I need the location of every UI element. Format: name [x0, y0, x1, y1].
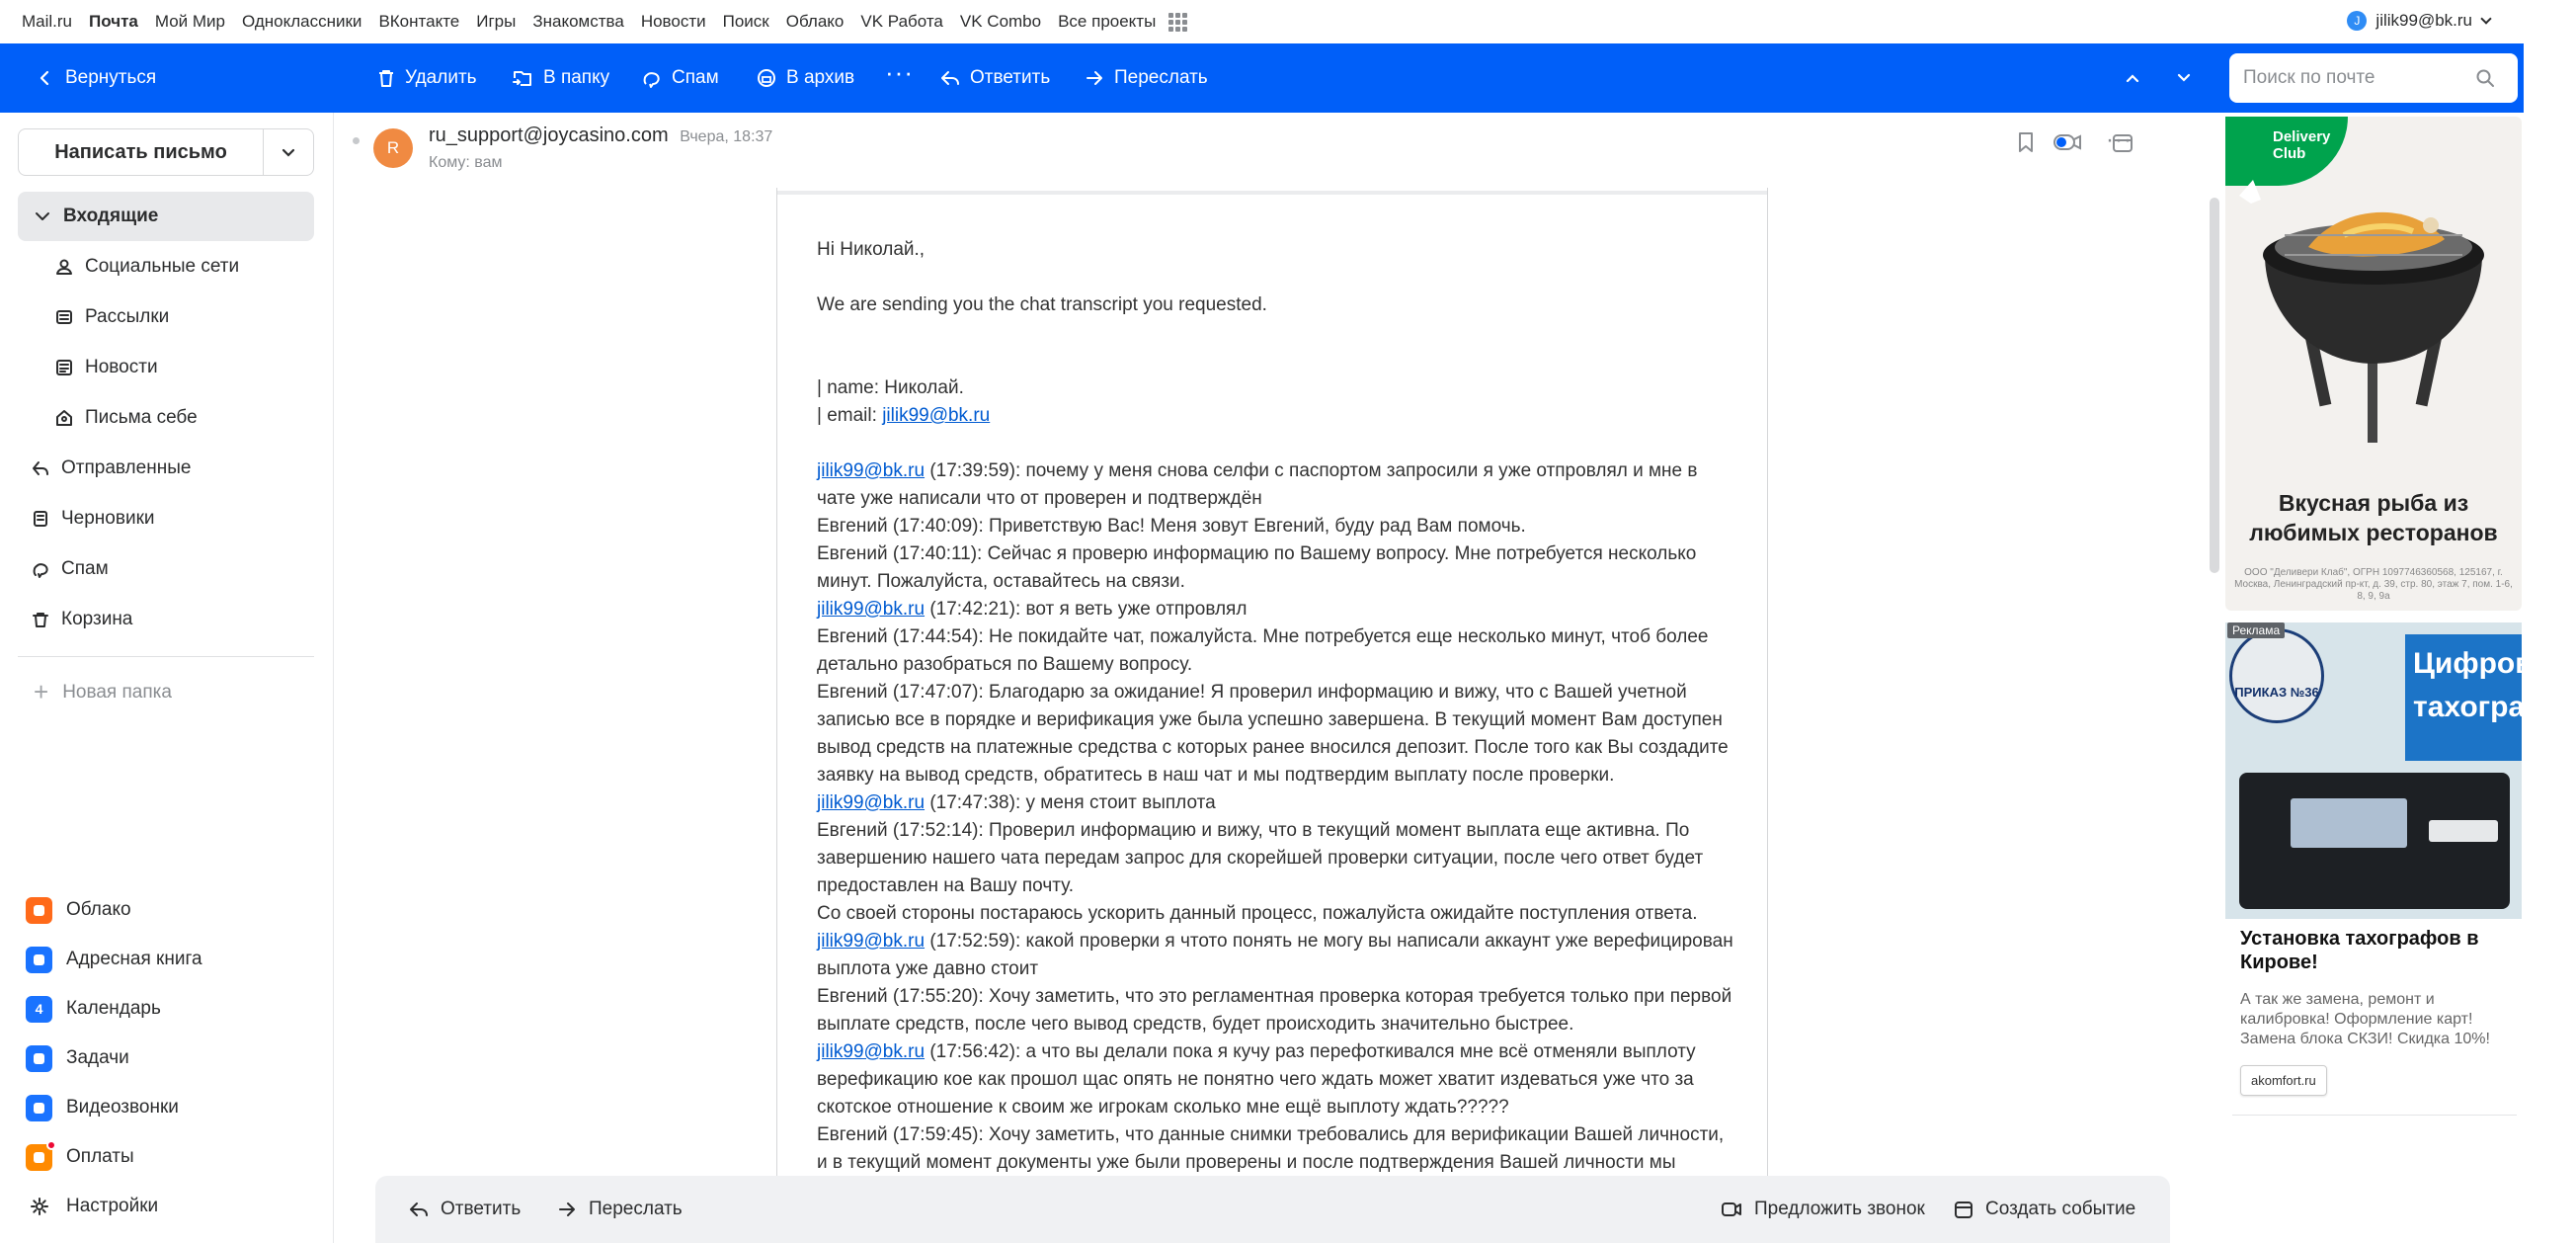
- reply-button[interactable]: Ответить: [940, 43, 1050, 113]
- app-link-4[interactable]: [26, 1088, 179, 1127]
- forward-icon: [557, 1200, 577, 1219]
- compose-button[interactable]: Написать письмо: [19, 129, 264, 175]
- sender-line: [429, 124, 772, 147]
- email-link[interactable]: jilik99@bk.ru: [882, 405, 991, 426]
- move-to-folder-button[interactable]: В папку: [512, 43, 609, 113]
- transcript-line: Евгений (17:40:09): Приветствую Вас! Меня зовут Евгений, буду рад Вам помочь.: [817, 516, 1526, 537]
- recipient-line: Кому: вам: [429, 154, 503, 171]
- payments-icon: [26, 1144, 52, 1171]
- nav-link-11[interactable]: VK Combo: [959, 12, 1042, 31]
- app-link-2[interactable]: [26, 989, 161, 1029]
- folder-item-4[interactable]: [18, 393, 314, 443]
- notification-dot: [46, 1140, 56, 1150]
- next-message-button[interactable]: [2175, 43, 2203, 113]
- more-actions-button[interactable]: ···: [885, 56, 914, 87]
- ad-divider: [2232, 1115, 2517, 1116]
- arrow-left-icon: [36, 68, 55, 88]
- folder-label: Спам: [61, 558, 109, 579]
- bottom-forward-button[interactable]: Переслать: [557, 1176, 683, 1243]
- ad-headline: Вкусная рыба из любимых ресторанов: [2249, 490, 2498, 545]
- scrollbar-thumb[interactable]: [2210, 198, 2219, 573]
- app-label: Оплаты: [66, 1146, 134, 1167]
- email-link[interactable]: jilik99@bk.ru: [817, 460, 926, 481]
- ad-banner-text: Цифровые тахографы: [2405, 634, 2522, 761]
- cloud-icon: [26, 897, 52, 924]
- email-link[interactable]: jilik99@bk.ru: [817, 599, 926, 620]
- compose-group: [18, 128, 314, 176]
- user-menu[interactable]: [2347, 11, 2490, 31]
- email-line: | email: jilik99@bk.ru: [817, 405, 991, 426]
- transcript-line: Со своей стороны постараюсь ускорить данный процесс, пожалуйста ожидайте поступления ответа.: [817, 903, 1698, 924]
- intro-paragraph: We are sending you the chat transcript you requested.: [817, 294, 1267, 315]
- transcript-line: Евгений (17:59:45): Хочу заметить, что данные снимки требовались для верификации Вашей личности, и в текущий момент документы уже были проверены и после подтверждения Вашей личности мы: [817, 1124, 1725, 1173]
- app-label: Настройки: [66, 1196, 159, 1216]
- create-event-button[interactable]: Создать событие: [1954, 1176, 2135, 1243]
- message-date: Вчера, 18:37: [680, 128, 773, 145]
- tachograph-device: [2239, 773, 2510, 909]
- folder-label: Черновики: [61, 508, 155, 529]
- folder-item-0[interactable]: [18, 192, 314, 241]
- plus-icon: +: [34, 677, 49, 706]
- sidebar-divider: [18, 656, 314, 657]
- nav-link-9[interactable]: Облако: [785, 12, 845, 31]
- nav-link-5[interactable]: Игры: [476, 12, 517, 31]
- sent-icon: [32, 459, 49, 477]
- nav-link-4[interactable]: ВКонтакте: [378, 12, 460, 31]
- app-link-3[interactable]: [26, 1038, 129, 1078]
- video-call-icon: [1721, 1200, 1742, 1219]
- newsletter-icon: [55, 308, 73, 326]
- nav-link-0[interactable]: Mail.ru: [22, 12, 73, 31]
- transcript-line: jilik99@bk.ru (17:39:59): почему у меня снова селфи с паспортом запросили я уже отпровлял и мне в чате уже написали что от проверен и подтверждён: [817, 460, 1698, 509]
- search-icon[interactable]: [2475, 68, 2495, 88]
- forward-button[interactable]: Переслать: [1085, 43, 1208, 113]
- folder-move-icon: [512, 68, 533, 88]
- message-toolbar: [0, 43, 2524, 113]
- folder-label: Корзина: [61, 609, 133, 629]
- folder-label: Входящие: [63, 206, 159, 226]
- ad-title: Установка тахографов в Кирове!: [2240, 928, 2479, 973]
- folder-label: Отправленные: [61, 457, 192, 478]
- self-icon: [55, 409, 73, 427]
- search-input[interactable]: [2243, 67, 2475, 89]
- archive-icon: [757, 68, 776, 88]
- ad-label: Реклама: [2227, 622, 2285, 638]
- compose-options-button[interactable]: [264, 129, 313, 175]
- tachograph-ad-text[interactable]: [2240, 927, 2517, 1096]
- previous-message-button[interactable]: [2124, 43, 2151, 113]
- news-icon: [55, 359, 73, 376]
- nav-link-1[interactable]: Почта: [89, 12, 138, 31]
- app-label: Календарь: [66, 998, 161, 1019]
- bottom-reply-button[interactable]: Ответить: [409, 1176, 521, 1243]
- ad-domain-button[interactable]: akomfort.ru: [2240, 1065, 2327, 1096]
- email-link[interactable]: jilik99@bk.ru: [817, 792, 926, 813]
- folder-item-2[interactable]: [18, 292, 314, 342]
- spam-button[interactable]: Спам: [642, 43, 719, 113]
- calendar-icon: 4: [26, 996, 52, 1023]
- delivery-club-ad[interactable]: [2225, 117, 2522, 611]
- folder-item-8[interactable]: [18, 595, 314, 644]
- bottom-action-bar: [375, 1176, 2170, 1243]
- folder-label: Рассылки: [85, 306, 170, 327]
- grill-illustration: [2225, 117, 2522, 482]
- spam-icon: [642, 68, 662, 88]
- drafts-icon: [32, 510, 49, 528]
- tasks-icon: [26, 1045, 52, 1072]
- nav-link-12[interactable]: Все проекты: [1058, 12, 1157, 31]
- video-icon: [26, 1095, 52, 1121]
- folder-item-1[interactable]: [18, 242, 314, 291]
- app-label: Облако: [66, 899, 131, 920]
- folder-label: Новости: [85, 357, 158, 377]
- user-email: jilik99@bk.ru: [2375, 11, 2472, 30]
- app-link-0[interactable]: [26, 890, 131, 930]
- transcript-line: jilik99@bk.ru (17:42:21): вот я веть уже отпровлял: [817, 599, 1248, 620]
- nav-link-7[interactable]: Новости: [640, 12, 706, 31]
- tachograph-ad-image[interactable]: [2225, 622, 2576, 919]
- sender-address[interactable]: ru_support@joycasino.com: [429, 124, 669, 146]
- calendar-icon: [1954, 1200, 1973, 1219]
- archive-button[interactable]: В архив: [757, 43, 854, 113]
- greeting: Hi Николай.,: [817, 239, 926, 260]
- portal-links: [0, 12, 1187, 32]
- delete-button[interactable]: Удалить: [377, 43, 477, 113]
- read-status-dot[interactable]: [353, 137, 360, 144]
- app-link-6[interactable]: [26, 1187, 158, 1226]
- app-link-1[interactable]: [26, 940, 202, 979]
- nav-link-3[interactable]: Одноклассники: [242, 12, 362, 31]
- message-body: [776, 188, 1768, 1243]
- suggest-call-button[interactable]: Предложить звонок: [1721, 1176, 1925, 1243]
- nav-link-6[interactable]: Знакомства: [532, 12, 624, 31]
- message-text: [817, 236, 1735, 1204]
- user-avatar: J: [2347, 11, 2367, 31]
- nav-link-10[interactable]: VK Работа: [860, 12, 943, 31]
- all-projects-grid-icon[interactable]: [1168, 13, 1187, 32]
- ad-legal-text: ООО "Деливери Клаб", ОГРН 1097746360568, 125167, г. Москва, Ленинградский пр-кт, д. 39, стр. 80, этаж 7, пом. 1-6, 8, 9, 9а: [2234, 567, 2513, 602]
- folder-item-7[interactable]: [18, 544, 314, 594]
- transcript-line: jilik99@bk.ru (17:56:42): а что вы делали пока я кучу раз перефоткивался мне всё отменяли выплоту верефикацию кое как прошол щас опять не понятно чего ждать может хватит издеваться уже что за скотское отношение к своим же игрокам сколько мне ещё выплоту ждать?????: [817, 1041, 1696, 1118]
- trash-icon: [32, 611, 49, 628]
- bookmark-icon[interactable]: [2017, 131, 2035, 153]
- transcript-line: jilik99@bk.ru (17:47:38): у меня стоит выплота: [817, 792, 1216, 813]
- folder-label: Письма себе: [85, 407, 198, 428]
- trash-icon: [377, 68, 395, 88]
- translate-toggle-icon[interactable]: [2053, 131, 2082, 153]
- folder-label: Социальные сети: [85, 256, 240, 277]
- nav-link-2[interactable]: Мой Мир: [154, 12, 225, 31]
- folder-item-3[interactable]: [18, 343, 314, 392]
- chevron-down-icon: [34, 207, 51, 225]
- app-link-5[interactable]: [26, 1137, 134, 1177]
- more-options-icon[interactable]: ···: [2106, 126, 2133, 153]
- gear-icon: [26, 1194, 52, 1220]
- order-seal: ПРИКАЗ №36: [2229, 628, 2324, 723]
- app-label: Адресная книга: [66, 949, 202, 969]
- folder-item-6[interactable]: [18, 494, 314, 543]
- transcript-line: Евгений (17:40:11): Сейчас я проверю информацию по Вашему вопросу. Мне потребуется несколько минут. Пожалуйста, оставайтесь на связи.: [817, 543, 1697, 592]
- social-icon: [55, 258, 73, 276]
- contacts-icon: [26, 947, 52, 973]
- spam-icon: [32, 560, 49, 578]
- reply-icon: [409, 1200, 429, 1219]
- chevron-down-icon: [2175, 69, 2193, 87]
- chat-transcript: [817, 457, 1735, 1204]
- reply-icon: [940, 68, 960, 88]
- transcript-line: jilik99@bk.ru (17:52:59): какой проверки я чтото понять не могу вы написали аккаунт уже верефицирован выплота уже давно стоит: [817, 931, 1733, 979]
- chevron-down-icon: [281, 144, 296, 160]
- transcript-line: Евгений (17:55:20): Хочу заметить, что это регламентная проверка которая требуется только при первой выплате средств, после чего вывод средств, будет происходить значительно быстрее.: [817, 986, 1732, 1035]
- sidebar: [0, 113, 334, 1243]
- folder-item-5[interactable]: [18, 444, 314, 493]
- top-navigation: [0, 0, 2524, 43]
- delivery-club-logo: Delivery Club: [2225, 117, 2348, 186]
- nav-link-8[interactable]: Поиск: [722, 12, 769, 31]
- email-link[interactable]: jilik99@bk.ru: [817, 931, 926, 952]
- message-header: [334, 113, 2225, 192]
- chevron-down-icon: [2480, 13, 2491, 24]
- app-label: Задачи: [66, 1047, 129, 1068]
- email-link[interactable]: jilik99@bk.ru: [817, 1041, 926, 1062]
- sender-avatar: R: [373, 128, 413, 168]
- back-button[interactable]: Вернуться: [36, 43, 156, 113]
- ad-description: А так же замена, ремонт и калибровка! Оформление карт! Замена блока СКЗИ! Скидка 10%!: [2240, 991, 2490, 1047]
- mail-search[interactable]: [2229, 53, 2518, 103]
- transcript-line: Евгений (17:52:14): Проверил информацию и вижу, что в текущий момент выплата еще активна. По завершению нашего чата передам запрос для скорейшей проверки ситуации, после чего ответ будет предоставлен на Вашу почту.: [817, 820, 1704, 896]
- app-label: Видеозвонки: [66, 1097, 179, 1118]
- transcript-line: Евгений (17:44:54): Не покидайте чат, пожалуйста. Мне потребуется еще несколько минут, чтоб более детально разобраться по Вашему вопросу.: [817, 626, 1709, 675]
- transcript-line: Евгений (17:47:07): Благодарю за ожидание! Я проверил информацию и вижу, что с Вашей учетной записью все в порядке и верификация уже была успешно завершена. В текущий момент Вам доступен вывод средств на платежные средства с которых ранее вносился депозит. После того как Вы создадите заявку на вывод средств, обратитесь в наш чат и мы подтвердим выплату после проверки.: [817, 682, 1729, 786]
- new-folder-button[interactable]: + Новая папка: [34, 677, 172, 706]
- chevron-up-icon: [2124, 69, 2141, 87]
- forward-icon: [1085, 68, 1104, 88]
- name-line: | name: Николай.: [817, 377, 964, 398]
